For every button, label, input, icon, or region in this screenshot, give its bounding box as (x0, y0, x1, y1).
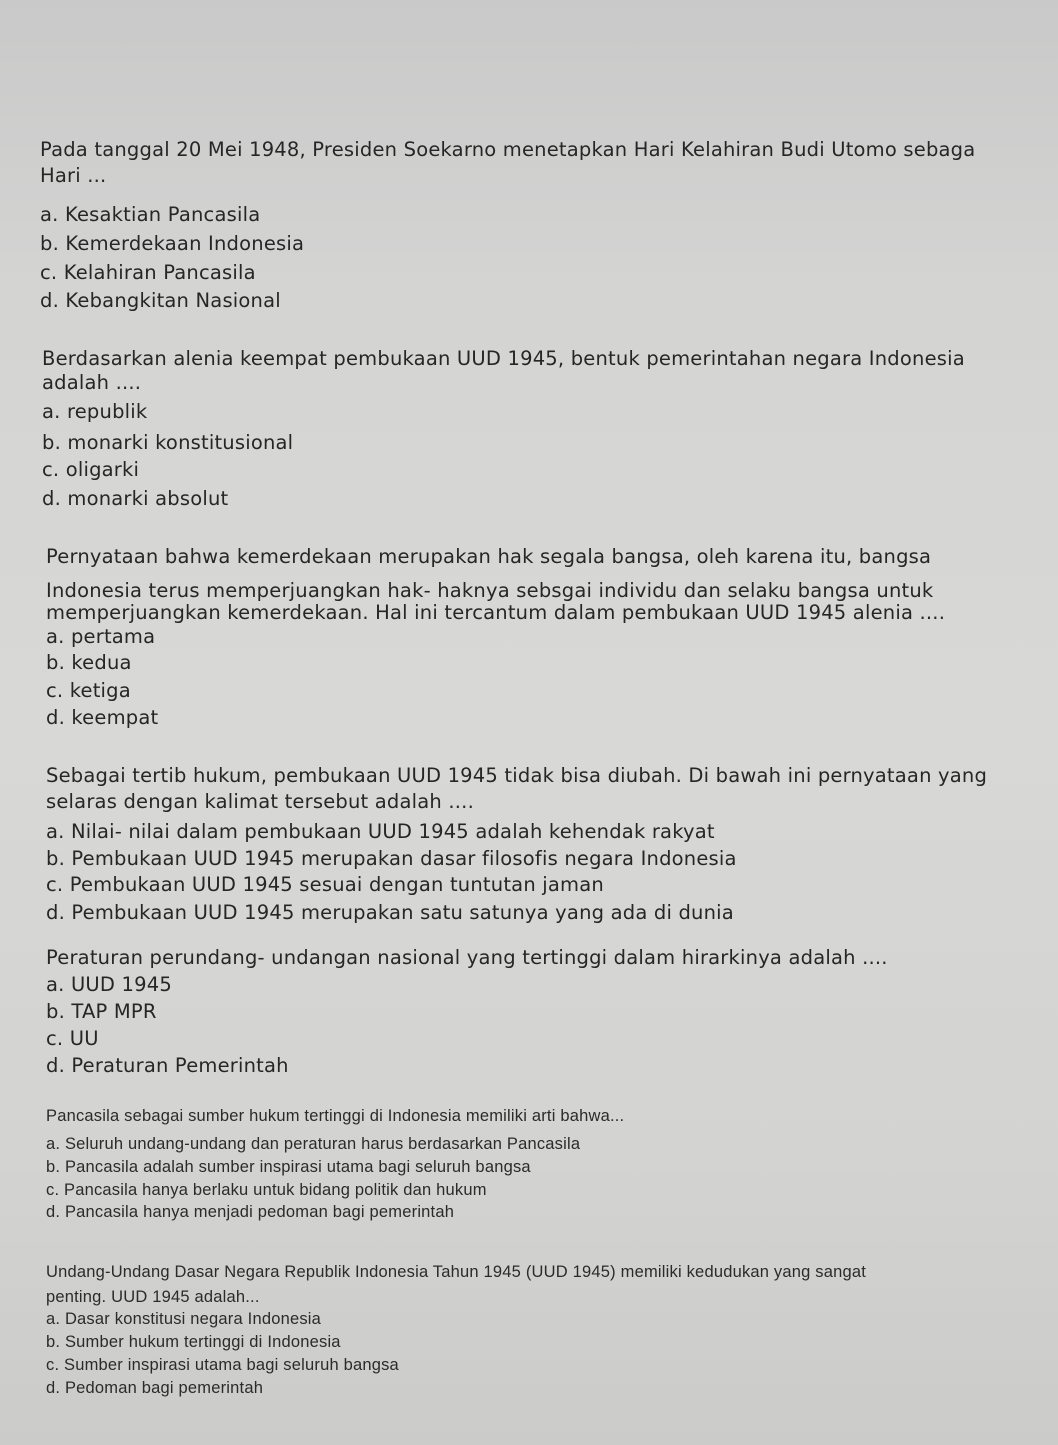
question-5-option-b: b. TAP MPR (46, 1000, 157, 1023)
question-7-option-a: a. Dasar konstitusi negara Indonesia (46, 1310, 322, 1328)
question-2-option-c: c. oligarki (42, 458, 140, 481)
question-4-option-c: c. Pembukaan UUD 1945 sesuai dengan tuntutan jaman (46, 873, 604, 896)
question-1-stem-line-2: Hari ... (40, 164, 107, 187)
question-3-option-a: a. pertama (46, 625, 156, 648)
question-3-option-b: b. kedua (46, 651, 132, 674)
question-4-option-b: b. Pembukaan UUD 1945 merupakan dasar filosofis negara Indonesia (46, 847, 737, 870)
question-3-stem-line-3: memperjuangkan kemerdekaan. Hal ini tercantum dalam pembukaan UUD 1945 alenia .... (46, 601, 946, 624)
question-1-option-a: a. Kesaktian Pancasila (40, 203, 261, 226)
question-4-stem-line-1: Sebagai tertib hukum, pembukaan UUD 1945 tidak bisa diubah. Di bawah ini pernyataan yang (46, 764, 988, 787)
question-7-stem-line-1: Undang-Undang Dasar Negara Republik Indonesia Tahun 1945 (UUD 1945) memiliki kedudukan yang sangat (46, 1263, 867, 1281)
question-7-option-d: d. Pedoman bagi pemerintah (46, 1379, 264, 1397)
question-7-option-c: c. Sumber inspirasi utama bagi seluruh bangsa (46, 1356, 399, 1374)
question-2-option-d: d. monarki absolut (42, 487, 229, 510)
question-5-option-c: c. UU (46, 1027, 99, 1050)
question-2-option-a: a. republik (42, 400, 148, 423)
question-6-stem-line-1: Pancasila sebagai sumber hukum tertinggi di Indonesia memiliki arti bahwa... (46, 1107, 625, 1125)
question-1-stem-line-1: Pada tanggal 20 Mei 1948, Presiden Soekarno menetapkan Hari Kelahiran Budi Utomo sebaga (40, 138, 976, 161)
question-6-option-a: a. Seluruh undang-undang dan peraturan harus berdasarkan Pancasila (46, 1135, 581, 1153)
question-3-stem-line-1: Pernyataan bahwa kemerdekaan merupakan hak segala bangsa, oleh karena itu, bangsa (46, 545, 932, 568)
question-6-option-c: c. Pancasila hanya berlaku untuk bidang politik dan hukum (46, 1181, 487, 1199)
question-2-stem-line-1: Berdasarkan alenia keempat pembukaan UUD 1945, bentuk pemerintahan negara Indonesia (42, 347, 965, 370)
question-4-option-a: a. Nilai- nilai dalam pembukaan UUD 1945 adalah kehendak rakyat (46, 820, 715, 843)
question-3-option-c: c. ketiga (46, 679, 131, 702)
question-3-option-d: d. keempat (46, 706, 159, 729)
question-2-stem-line-2: adalah .... (42, 371, 142, 394)
question-7-option-b: b. Sumber hukum tertinggi di Indonesia (46, 1333, 341, 1351)
question-1-option-d: d. Kebangkitan Nasional (40, 289, 281, 312)
question-1-option-b: b. Kemerdekaan Indonesia (40, 232, 305, 255)
question-4-option-d: d. Pembukaan UUD 1945 merupakan satu satunya yang ada di dunia (46, 901, 734, 924)
question-5-option-d: d. Peraturan Pemerintah (46, 1054, 289, 1077)
question-6-option-d: d. Pancasila hanya menjadi pedoman bagi pemerintah (46, 1203, 455, 1221)
question-7-stem-line-2: penting. UUD 1945 adalah... (46, 1288, 260, 1306)
question-5-option-a: a. UUD 1945 (46, 973, 172, 996)
question-2-option-b: b. monarki konstitusional (42, 431, 294, 454)
question-5-stem-line-1: Peraturan perundang- undangan nasional yang tertinggi dalam hirarkinya adalah .... (46, 946, 888, 969)
question-4-stem-line-2: selaras dengan kalimat tersebut adalah .... (46, 790, 474, 813)
question-3-stem-line-2: Indonesia terus memperjuangkan hak- haknya sebsgai individu dan selaku bangsa untuk (46, 579, 934, 602)
question-6-option-b: b. Pancasila adalah sumber inspirasi utama bagi seluruh bangsa (46, 1158, 531, 1176)
question-1-option-c: c. Kelahiran Pancasila (40, 261, 256, 284)
